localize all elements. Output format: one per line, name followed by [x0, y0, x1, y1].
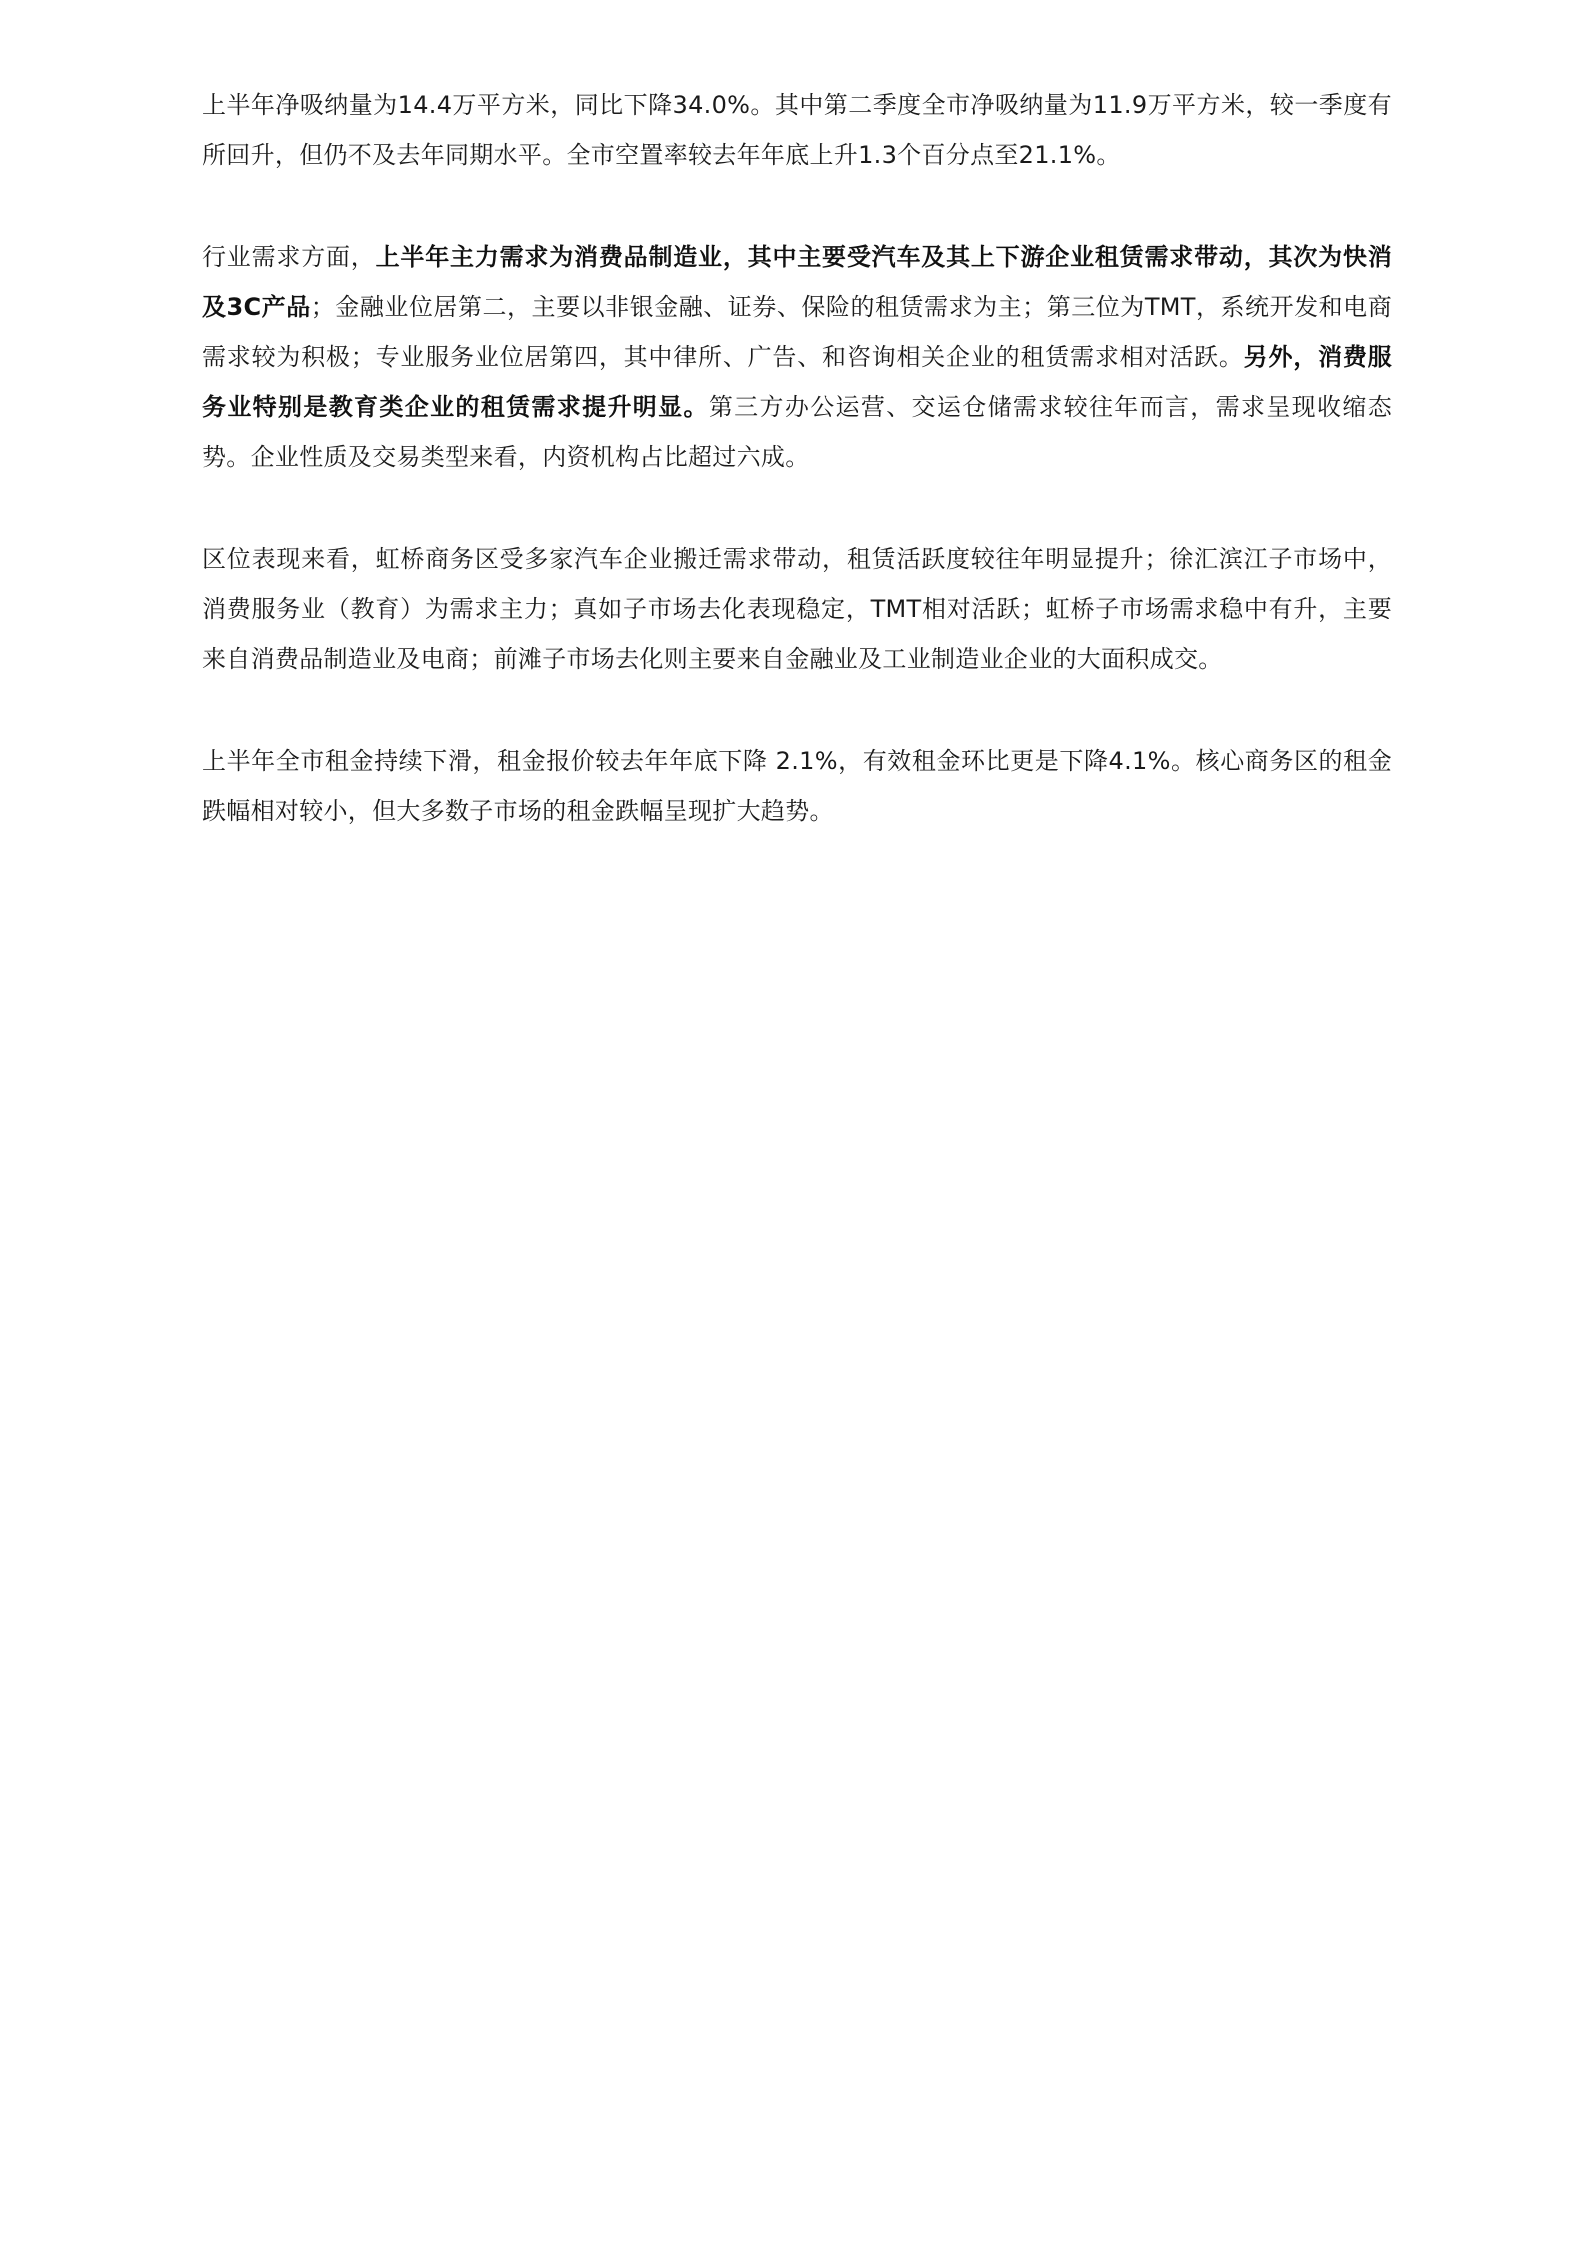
paragraph-bold-text: 上半年主力需求为消费品制造业，其中主要受汽车及其上下游企业租赁需求带动，其次为快消及3C产品 [202, 243, 1393, 321]
paragraph-text: ；金融业位居第二，主要以非银金融、证券、保险的租赁需求为主；第三位为TMT，系统开发和电商需求较为积极；专业服务业位居第四，其中律所、广告、和咨询相关企业的租赁需求相对活跃。 [202, 293, 1393, 371]
paragraph-rent-trend [202, 736, 1392, 836]
document-body [202, 80, 1392, 888]
paragraph-industry-demand [202, 232, 1392, 482]
paragraph-text: 第三方办公运营、交运仓储需求较往年而言，需求呈现收缩态势。企业性质及交易类型来看，内资机构占比超过六成。 [202, 393, 1392, 471]
paragraph-text: 区位表现来看，虹桥商务区受多家汽车企业搬迁需求带动，租赁活跃度较往年明显提升；徐汇滨江子市场中，消费服务业（教育）为需求主力；真如子市场去化表现稳定，TMT相对活跃；虹桥子市场需求稳中有升，主要来自消费品制造业及电商；前滩子市场去化则主要来自金融业及工业制造业企业的大面积成交。 [202, 545, 1392, 673]
paragraph-net-absorption [202, 80, 1392, 180]
paragraph-text: 行业需求方面， [202, 243, 376, 271]
paragraph-text: 上半年全市租金持续下滑，租金报价较去年年底下降 2.1%，有效租金环比更是下降4.1%。核心商务区的租金跌幅相对较小，但大多数子市场的租金跌幅呈现扩大趋势。 [202, 747, 1392, 825]
paragraph-text: 上半年净吸纳量为14.4万平方米，同比下降34.0%。其中第二季度全市净吸纳量为11.9万平方米，较一季度有所回升，但仍不及去年同期水平。全市空置率较去年年底上升1.3个百分点至21.1%。 [202, 91, 1392, 169]
paragraph-bold-text: 另外，消费服务业特别是教育类企业的租赁需求提升明显。 [202, 343, 1392, 421]
paragraph-submarket-performance [202, 534, 1392, 684]
